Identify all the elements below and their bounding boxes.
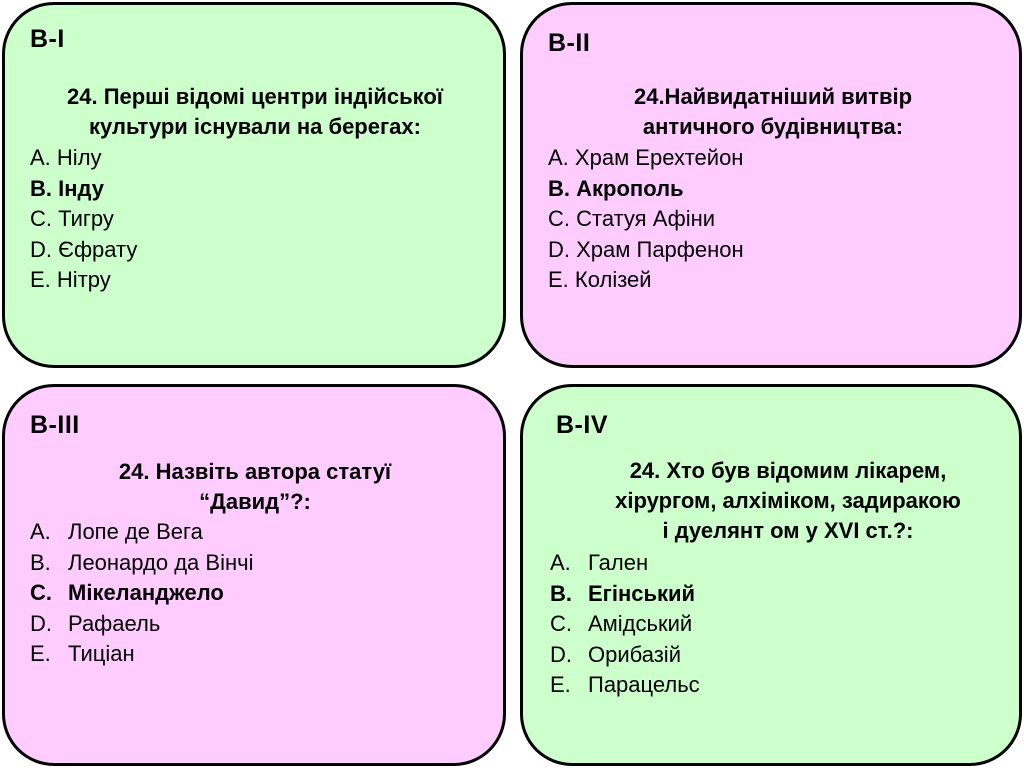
question-line: “Давид”?: [199, 489, 311, 514]
card-label: B-I [30, 25, 65, 53]
question-line: 24. Перші відомі центри індійської [67, 84, 443, 109]
card-label: B-III [30, 411, 80, 439]
option-d: D. Орибазій [550, 641, 681, 667]
option-b: B. Інду [30, 175, 104, 201]
option-d: D. Рафаель [30, 610, 161, 636]
quiz-card-4 [520, 384, 1022, 766]
question-line: і дуелянт ом у XVI ст.?: [662, 518, 914, 543]
question-line: 24. Хто був відомим лікарем, [629, 458, 947, 483]
question-text [25, 457, 485, 517]
option-e: E. Колізей [548, 267, 652, 292]
answer-options [550, 548, 700, 701]
question-line: 24. Назвіть автора статуї [118, 459, 392, 484]
answer-options [30, 517, 253, 670]
question-line: 24.Найвидатніший витвір [633, 84, 913, 109]
option-e: E. Тиціан [30, 641, 135, 666]
question-line: хірургом, алхіміком, задиракою [615, 488, 961, 513]
option-a: A. Храм Ерехтейон [548, 145, 744, 170]
option-e: E. Парацельс [550, 672, 700, 697]
question-line: античного будівництва: [642, 114, 904, 139]
quiz-card-3 [2, 384, 506, 766]
option-c: C. Мікеланджело [30, 580, 224, 605]
question-text [558, 456, 1018, 546]
question-text [25, 82, 485, 142]
card-label: B-II [548, 29, 591, 57]
option-a: A. Нілу [30, 145, 102, 170]
option-b: B. Акрополь [548, 175, 684, 201]
card-label: B-IV [556, 411, 608, 439]
option-b: B. Егінський [550, 580, 696, 606]
quiz-card-2 [520, 2, 1022, 368]
quiz-card-1 [2, 2, 506, 368]
option-d: D. Храм Парфенон [548, 236, 744, 262]
answer-options [548, 143, 744, 296]
option-a: A. Лопе де Вега [30, 519, 203, 544]
question-line: культури існували на берегах: [89, 114, 421, 139]
option-c: C. Тигру [30, 206, 114, 231]
option-c: C. Амідський [550, 611, 693, 636]
option-c: C. Статуя Афіни [548, 206, 716, 231]
option-e: E. Нітру [30, 267, 111, 292]
option-d: D. Єфрату [30, 236, 138, 262]
option-b: B. Леонардо да Вінчі [30, 549, 254, 575]
question-text [543, 82, 1003, 142]
option-a: A. Гален [550, 550, 649, 575]
answer-options [30, 143, 137, 296]
